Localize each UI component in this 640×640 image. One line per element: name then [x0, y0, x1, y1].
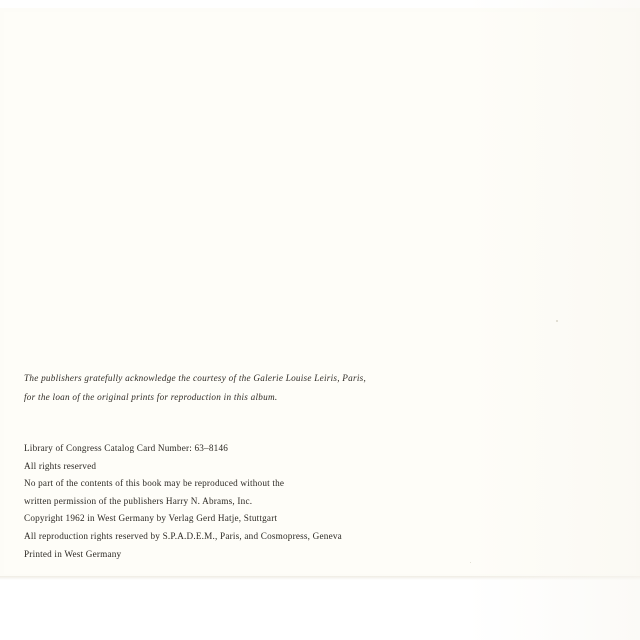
copyright-line-reproduction-notice-2: written permission of the publishers Harry N. Abrams, Inc. — [24, 495, 253, 506]
copyright-line-reproduction-rights: All reproduction rights reserved by S.P.A.D.E.M., Paris, and Cosmopress, Geneva — [24, 530, 342, 541]
copyright-line-printed-in: Printed in West Germany — [24, 548, 122, 559]
copyright-line-catalog-number: Library of Congress Catalog Card Number: 63–8146 — [24, 443, 229, 453]
acknowledgement-line: The publishers gratefully acknowledge the courtesy of the Galerie Louise Leiris, Paris, — [24, 373, 366, 383]
acknowledgement-note — [24, 369, 444, 407]
paper-speck — [556, 320, 558, 322]
paper-bottom-edge — [0, 576, 640, 580]
acknowledgement-line: for the loan of the original prints for reproduction in this album. — [24, 392, 278, 402]
copyright-block — [24, 440, 464, 563]
copyright-line-reproduction-notice-1: No part of the contents of this book may be reproduced without the — [24, 478, 285, 489]
copyright-line-rights-reserved: All rights reserved — [24, 460, 97, 471]
paper-speck — [470, 562, 471, 563]
copyright-line-copyright: Copyright 1962 in West Germany by Verlag Gerd Hatje, Stuttgart — [24, 513, 278, 524]
